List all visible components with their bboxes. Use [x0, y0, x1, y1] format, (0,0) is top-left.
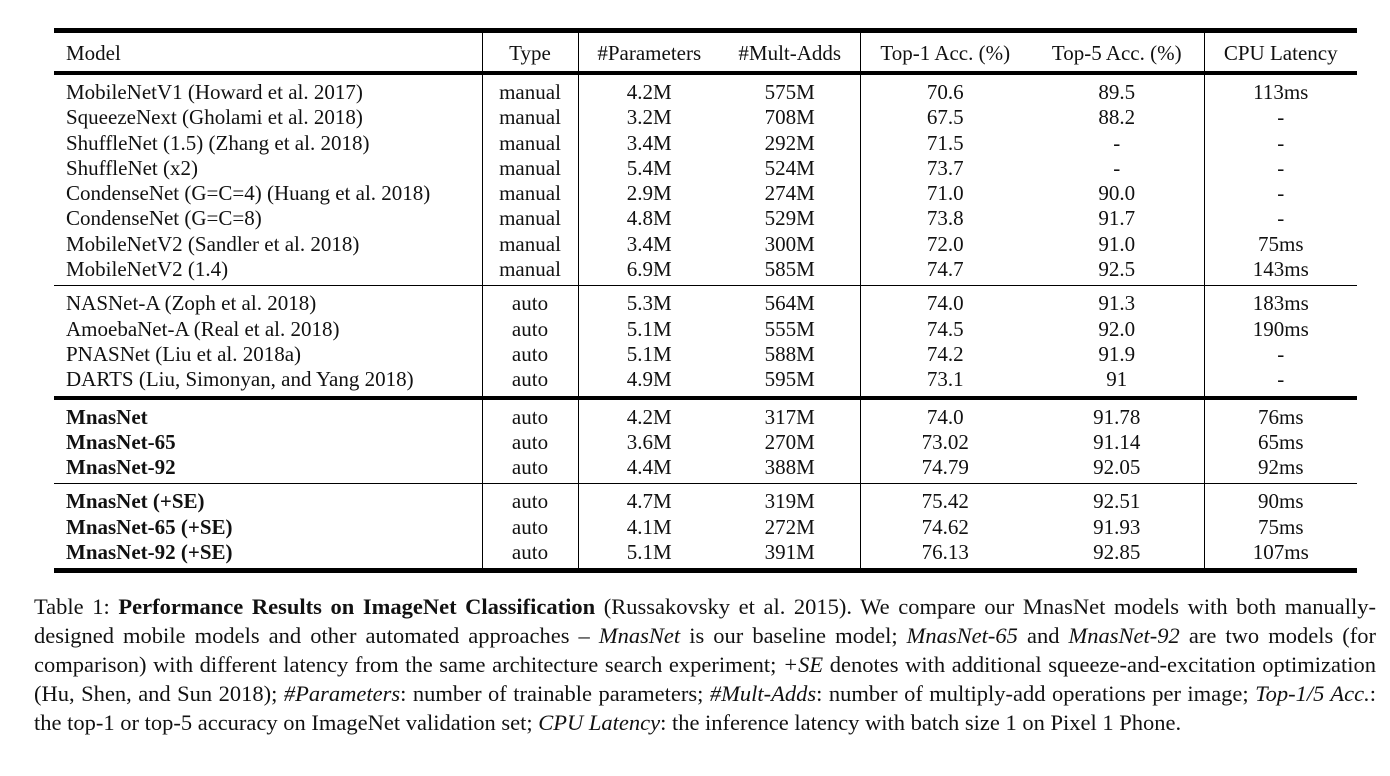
caption-text: is our baseline model;: [680, 623, 907, 648]
cell-mult-adds: 575M: [764, 80, 815, 104]
cell-top5-acc: -: [1113, 130, 1121, 155]
cell-model: MnasNet-65 (+SE): [66, 514, 233, 539]
caption-term: Top-1/5 Acc.: [1255, 681, 1370, 706]
cell-cpu-latency: 65ms: [1204, 430, 1357, 455]
cell-top5-acc: 90.0: [1098, 181, 1136, 206]
cell-type: auto: [482, 398, 578, 430]
cell-parameters: 4.1M: [578, 515, 720, 540]
cell-type: manual: [482, 232, 578, 257]
cell-model: ShuffleNet (1.5) (Zhang et al. 2018): [66, 130, 370, 155]
header-row: [54, 31, 1357, 74]
cell-parameters: 3.4M: [578, 131, 720, 156]
cell-mult-adds: 300M: [764, 231, 815, 256]
cell-mult-adds: 317M: [720, 398, 860, 430]
table-row: [54, 73, 1357, 105]
table-row: [54, 181, 1357, 206]
cell-parameters: 5.4M: [578, 156, 720, 181]
cell-parameters: 5.1M: [578, 540, 720, 571]
cell-top5-acc: 91.3: [1030, 286, 1204, 317]
cell-model: MobileNetV1 (Howard et al. 2017): [66, 80, 363, 104]
cell-mult-adds: 272M: [764, 514, 815, 539]
cell-cpu-latency: 190ms: [1204, 317, 1357, 342]
cell-type: auto: [482, 342, 578, 367]
cell-top1-acc: 72.0: [860, 232, 1030, 257]
caption-term: #Parameters: [283, 681, 401, 706]
cell-mult-adds: 388M: [764, 455, 815, 480]
header-parameters: #Parameters: [578, 31, 720, 74]
cell-cpu-latency: 90ms: [1204, 484, 1357, 515]
cell-model: MobileNetV2 (Sandler et al. 2018): [66, 231, 360, 256]
cell-type: manual: [482, 131, 578, 156]
cell-top1-acc: 75.42: [860, 484, 1030, 515]
cell-mult-adds: 270M: [764, 429, 815, 454]
table-group: [54, 398, 1357, 484]
table-group: [54, 484, 1357, 571]
cell-mult-adds: 529M: [764, 206, 815, 231]
cell-cpu-latency: -: [1204, 367, 1357, 397]
cell-parameters: 4.7M: [578, 484, 720, 515]
cell-parameters: 6.9M: [578, 257, 720, 286]
cell-top1-acc: 71.5: [860, 131, 1030, 156]
cell-parameters: 4.8M: [578, 206, 720, 231]
cell-top5-acc: 91.7: [1098, 206, 1136, 231]
cell-top1-acc: 67.5: [860, 105, 1030, 130]
cell-parameters: 4.2M: [578, 398, 720, 430]
cell-model: MnasNet: [54, 398, 482, 430]
cell-top5-acc: 91.14: [1093, 429, 1141, 454]
cell-type: manual: [482, 206, 578, 231]
cell-type: auto: [482, 286, 578, 317]
cell-cpu-latency: 183ms: [1204, 286, 1357, 317]
cell-parameters: 3.2M: [578, 105, 720, 130]
cell-top5-acc: 92.0: [1098, 316, 1136, 341]
caption-term: MnasNet: [598, 623, 681, 648]
cell-type: auto: [482, 367, 578, 397]
caption-text: and: [1017, 623, 1069, 648]
header-top5-acc: Top-5 Acc. (%): [1051, 40, 1182, 65]
table-row: [54, 206, 1357, 231]
table-row: [54, 455, 1357, 484]
cell-top1-acc: 74.0: [860, 286, 1030, 317]
cell-model: ShuffleNet (x2): [66, 155, 198, 180]
cell-model: SqueezeNext (Gholami et al. 2018): [66, 105, 363, 130]
cell-model: MobileNetV2 (1.4): [66, 257, 229, 282]
cell-cpu-latency: -: [1204, 156, 1357, 181]
caption-text: denotes with additional squeeze-and-excitation optimization (Hu, Shen, and Sun 2018);: [34, 652, 1376, 706]
cell-cpu-latency: -: [1204, 206, 1357, 231]
cell-mult-adds: 555M: [764, 316, 815, 341]
table-row: [54, 342, 1357, 367]
table-row: [54, 105, 1357, 130]
caption-term: #Mult-Adds: [709, 681, 817, 706]
cell-model: DARTS (Liu, Simonyan, and Yang 2018): [66, 367, 414, 392]
cell-top5-acc: 91.9: [1098, 341, 1136, 366]
cell-top1-acc: 74.5: [860, 317, 1030, 342]
table-row: [54, 156, 1357, 181]
cell-type: manual: [482, 257, 578, 286]
cell-top1-acc: 70.6: [860, 73, 1030, 105]
table-header: [54, 31, 1357, 74]
caption-text: : the inference latency with batch size 1 on Pixel 1 Phone.: [660, 710, 1182, 735]
cell-type: auto: [482, 317, 578, 342]
cell-parameters: 4.9M: [578, 367, 720, 397]
table-row: [54, 131, 1357, 156]
cell-parameters: 3.4M: [578, 232, 720, 257]
cell-parameters: 5.1M: [578, 317, 720, 342]
header-mult-adds: #Mult-Adds: [738, 40, 842, 65]
header-type: Type: [482, 31, 578, 74]
cell-parameters: 5.3M: [578, 286, 720, 317]
cell-top5-acc: 91.78: [1030, 398, 1204, 430]
cell-top5-acc: -: [1113, 155, 1121, 180]
cell-type: auto: [482, 515, 578, 540]
cell-mult-adds: 595M: [764, 367, 815, 392]
cell-top1-acc: 76.13: [860, 540, 1030, 571]
cell-mult-adds: 708M: [764, 105, 815, 130]
caption-text: (Russakovsky et al. 2015). We compare our MnasNet models with both manually-designed mobile models and other automated approaches –: [34, 594, 1376, 648]
cell-top1-acc: 74.2: [860, 342, 1030, 367]
cell-cpu-latency: 143ms: [1204, 257, 1357, 286]
cell-top1-acc: 71.0: [860, 181, 1030, 206]
cell-top5-acc: 92.85: [1030, 540, 1204, 571]
table-row: [54, 232, 1357, 257]
cell-top1-acc: 73.7: [860, 156, 1030, 181]
results-table: [54, 28, 1357, 573]
cell-mult-adds: 391M: [720, 540, 860, 571]
cell-top5-acc: 92.51: [1030, 484, 1204, 515]
caption-text: : the top-1 or top-5 accuracy on ImageNet validation set;: [34, 681, 1376, 735]
cell-parameters: 4.2M: [578, 73, 720, 105]
cell-cpu-latency: 76ms: [1204, 398, 1357, 430]
cell-top5-acc: 88.2: [1098, 105, 1136, 130]
cell-type: manual: [482, 73, 578, 105]
cell-top5-acc: 91.93: [1093, 514, 1141, 539]
cell-model: PNASNet (Liu et al. 2018a): [66, 341, 302, 366]
cell-mult-adds: 588M: [764, 341, 815, 366]
cell-type: auto: [482, 430, 578, 455]
cell-cpu-latency: -: [1204, 181, 1357, 206]
cell-parameters: 5.1M: [578, 342, 720, 367]
table-group: [54, 286, 1357, 398]
cell-type: manual: [482, 105, 578, 130]
cell-top5-acc: 92.5: [1098, 257, 1136, 282]
table-row: [54, 286, 1357, 317]
table-row: [54, 515, 1357, 540]
cell-type: auto: [482, 540, 578, 571]
header-cpu-latency: CPU Latency: [1204, 31, 1357, 74]
table-row: [54, 367, 1357, 397]
cell-cpu-latency: 75ms: [1204, 515, 1357, 540]
cell-type: auto: [482, 455, 578, 484]
caption-text: : number of trainable parameters;: [400, 681, 710, 706]
cell-model: MnasNet-92 (+SE): [54, 540, 482, 571]
cell-top1-acc: 74.79: [860, 455, 1030, 484]
cell-top1-acc: 74.62: [860, 515, 1030, 540]
cell-model: MnasNet (+SE): [54, 484, 482, 515]
cell-top1-acc: 74.7: [860, 257, 1030, 286]
caption-term: +SE: [782, 652, 824, 677]
cell-mult-adds: 564M: [720, 286, 860, 317]
caption-label: Table 1:: [34, 594, 119, 619]
cell-model: CondenseNet (G=C=4) (Huang et al. 2018): [66, 181, 431, 206]
cell-parameters: 4.4M: [578, 455, 720, 484]
cell-top1-acc: 74.0: [860, 398, 1030, 430]
cell-top5-acc: 89.5: [1098, 80, 1136, 104]
caption-text: are two models (for comparison) with different latency from the same architecture search experiment;: [34, 623, 1376, 677]
cell-type: manual: [482, 181, 578, 206]
cell-cpu-latency: 113ms: [1204, 73, 1357, 105]
cell-cpu-latency: 92ms: [1204, 455, 1357, 484]
table-row: [54, 398, 1357, 430]
cell-cpu-latency: 107ms: [1204, 540, 1357, 571]
cell-parameters: 3.6M: [578, 430, 720, 455]
cell-mult-adds: 319M: [720, 484, 860, 515]
cell-cpu-latency: 75ms: [1204, 232, 1357, 257]
table-caption: [34, 592, 1376, 737]
table-row: [54, 540, 1357, 571]
caption-text: : number of multiply-add operations per image;: [816, 681, 1256, 706]
cell-top5-acc: 91: [1106, 367, 1128, 392]
header-model: Model: [66, 40, 121, 65]
caption-term: MnasNet-65: [906, 623, 1018, 648]
cell-model: NASNet-A (Zoph et al. 2018): [54, 286, 482, 317]
cell-parameters: 2.9M: [578, 181, 720, 206]
caption-term: CPU Latency: [538, 710, 661, 735]
cell-top1-acc: 73.1: [860, 367, 1030, 397]
cell-top1-acc: 73.02: [860, 430, 1030, 455]
cell-type: manual: [482, 156, 578, 181]
cell-mult-adds: 274M: [764, 181, 815, 206]
cell-mult-adds: 585M: [764, 257, 815, 282]
caption-title: Performance Results on ImageNet Classification: [118, 594, 596, 619]
cell-cpu-latency: -: [1204, 131, 1357, 156]
table-row: [54, 484, 1357, 515]
table-row: [54, 317, 1357, 342]
cell-model: MnasNet-65: [66, 429, 176, 454]
cell-mult-adds: 292M: [764, 130, 815, 155]
cell-type: auto: [482, 484, 578, 515]
cell-model: AmoebaNet-A (Real et al. 2018): [66, 316, 340, 341]
cell-model: MnasNet-92: [66, 455, 176, 480]
cell-top1-acc: 73.8: [860, 206, 1030, 231]
table-row: [54, 430, 1357, 455]
cell-top5-acc: 92.05: [1093, 455, 1141, 480]
cell-top5-acc: 91.0: [1098, 231, 1136, 256]
cell-model: CondenseNet (G=C=8): [66, 206, 262, 231]
header-top1-acc: Top-1 Acc. (%): [860, 31, 1030, 74]
table-group: [54, 73, 1357, 286]
cell-cpu-latency: -: [1204, 105, 1357, 130]
cell-cpu-latency: -: [1204, 342, 1357, 367]
caption-term: MnasNet-92: [1068, 623, 1180, 648]
cell-mult-adds: 524M: [764, 155, 815, 180]
table-row: [54, 257, 1357, 286]
